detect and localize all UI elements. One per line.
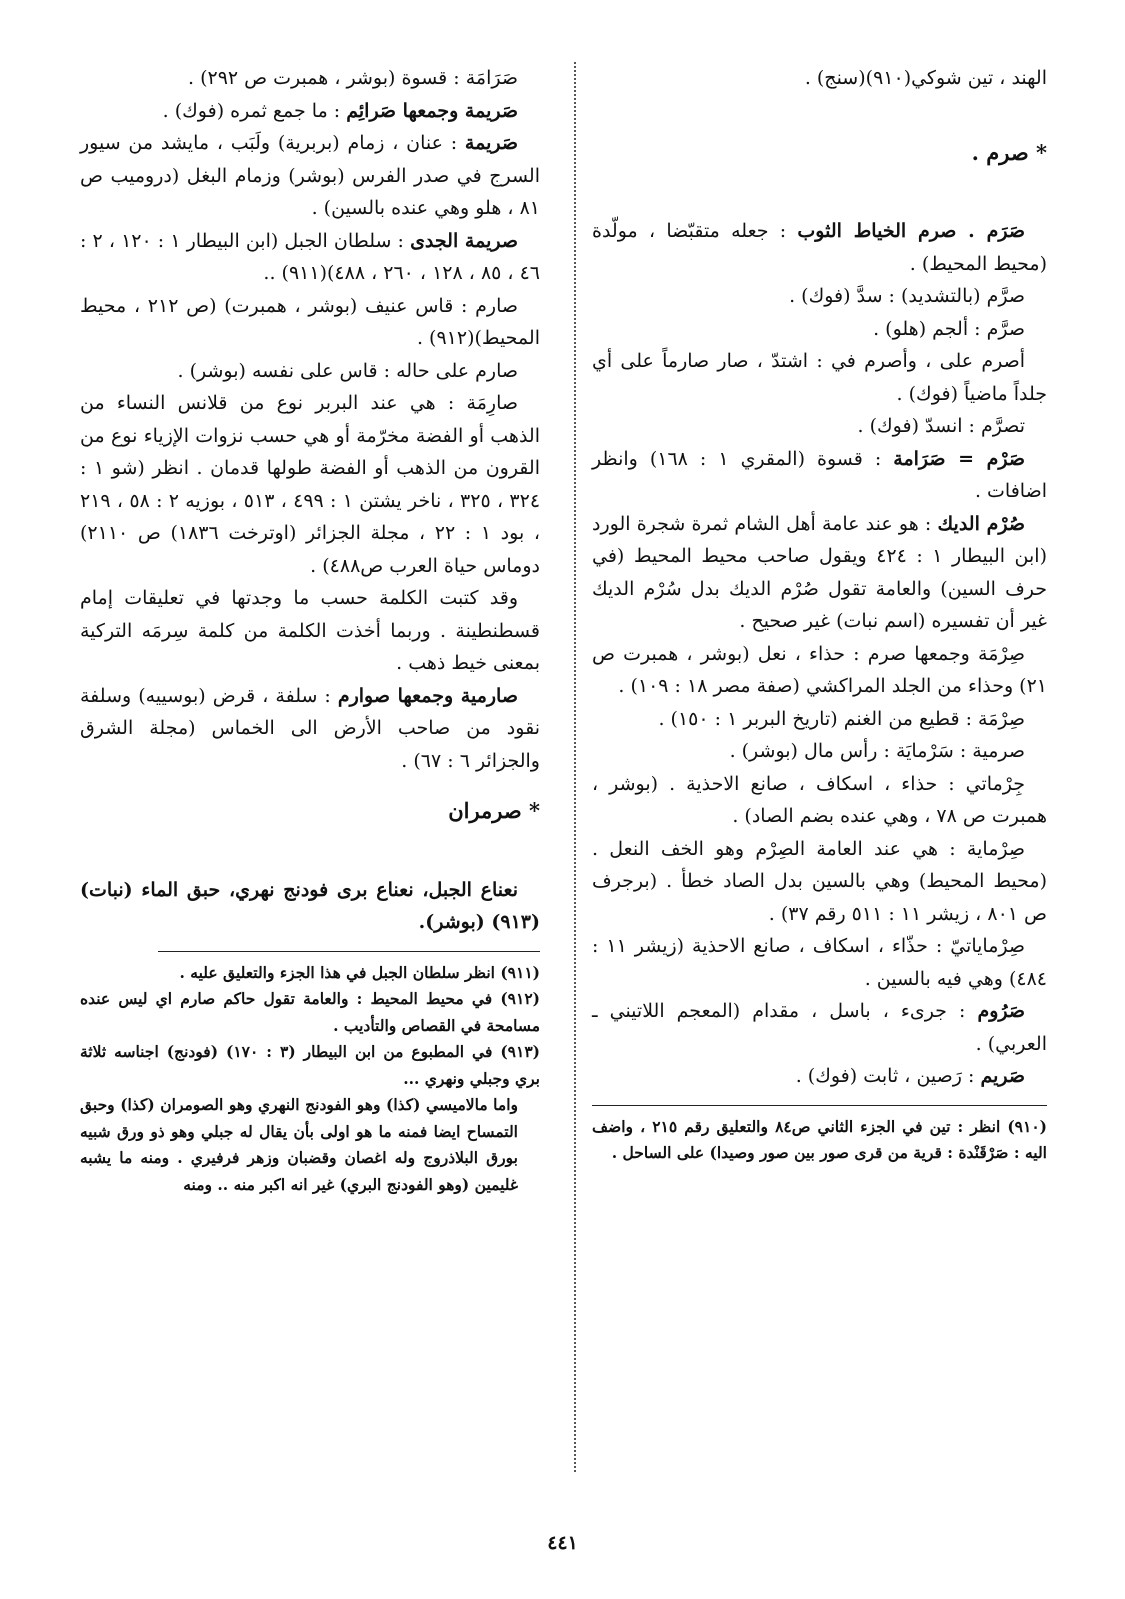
entry xyxy=(80,225,540,290)
entry-text: : ما جمع ثمره (فوك) . xyxy=(162,99,347,122)
entry xyxy=(80,680,540,778)
entry: صارم : قاس عنيف (بوشر ، همبرت) (ص ٢١٢ ، محيط المحيط)(٩١٢) . xyxy=(80,294,540,349)
entry-continuation: الهند ، تين شوكي(٩١٠)(سنج) . xyxy=(804,67,1047,89)
entry-text: : سلفة ، قرض (بوسييه) وسلفة نقود من صاحب الأرض الى الخماس (مجلة الشرق والجزائر ٦ : ٦٧) . xyxy=(80,684,540,772)
column-divider xyxy=(574,62,576,1472)
entry-text: : جرىء ، باسل ، مقدام (المعجم اللاتيني ـ العربي) . xyxy=(592,1000,1047,1055)
entry: صِرْمَة : قطيع من الغنم (تاريخ البربر ١ : ١٥٠) . xyxy=(658,707,1025,730)
footnote-continuation: واما مالاميسي (كذا) وهو الفودنج النهري وهو الصومران (كذا) وحبق التمساح ايضا فمنه ما هو اولى بأن يقال له جبلي وهو ذو ورق شبيه بورق البلاذروج وله اغصان وقضبان وزهر فرفيري . ومنه ما يشبه غليمين (وهو الفودنج البري) غير انه اكبر منه .. ومنه xyxy=(80,1095,518,1194)
entry: وقد كتبت الكلمة حسب ما وجدتها في تعليقات إمام قسطنطينة . وربما أخذت الكلمة من كلمة سِرمَه التركية بمعنى خيط ذهب . xyxy=(80,587,540,674)
entry xyxy=(80,95,540,128)
footnotes xyxy=(80,960,540,1199)
entry xyxy=(592,1060,1047,1093)
entry-headword: صُرْم الديك xyxy=(937,512,1025,535)
footnote: (٩١٢) في محيط المحيط : والعامة تقول حاكم صارم اي ليس عنده مسامحة في القصاص والتأديب . xyxy=(80,989,540,1035)
entry-text: : عنان ، زمام (بربرية) ولَبَب ، مايشد من سيور السرج في صدر الفرس (بوشر) وزمام البغل (دروميب ص ٨١ ، هلو وهي عنده بالسين) . xyxy=(80,132,540,219)
entry: صِرْمَة وجمعها صرم : حذاء ، نعل (بوشر ، همبرت ص ٢١) وحذاء من الجلد المراكشي (صفة مصر ١٨ : ١٠٩) . xyxy=(592,642,1047,697)
entry: صارِمَة : هي عند البربر نوع من قلانس النساء من الذهب أو الفضة مخرّمة أو هي حسب نزوات الإزياء نوع من القرون من الذهب أو الفضة طولها قدمان . انظر (شو ١ : ٣٢٤ ، ٣٢٥ ، ناخر يشتن ١ : ٤٩٩ ، ٥١٣ ، بوزيه ٢ : ٥٨ ، ٢١٩ ، بود ١ : ٢٢ ، مجلة الجزائر (اوترخت ١٨٣٦) ص ٢١١٠) دوماس حياة العرب ص٤٨٨) . xyxy=(80,392,541,577)
section-heading-sarmaran: * صرمران xyxy=(448,798,540,823)
entry-headword: صارمية وجمعها صوارم xyxy=(337,684,518,707)
footnote: (٩١٣) في المطبوع من ابن البيطار (٣ : ١٧٠) (فودنج) اجناسه ثلاثة بري وجبلي ونهري ... xyxy=(80,1042,540,1088)
entry-headword: صَرَم . صرم الخياط الثوب xyxy=(797,220,1026,242)
entry: أصرم على ، وأصرم في : اشتدّ ، صار صارماً على أي جلداً ماضياً (فوك) . xyxy=(592,350,1047,405)
entry: صرَّم : ألجم (هلو) . xyxy=(873,317,1025,340)
entry: جِرْماتي : حذاء ، اسكاف ، صانع الاحذية . (بوشر ، همبرت ص ٧٨ ، وهي عنده بضم الصاد) . xyxy=(592,772,1047,827)
entry: نعناع الجبل، نعناع برى فودنج نهري، حبق الماء (نبات)(٩١٣) (بوشر). xyxy=(80,878,540,933)
entry xyxy=(592,215,1047,280)
entry-text: : هو عند عامة أهل الشام ثمرة شجرة الورد (ابن البيطار ١ : ٤٢٤ ويقول صاحب محيط المحيط (في حرف السين) والعامة تقول صُرْم الديك بدل سُرْم الديك غير أن تفسيره (اسم نبات) غير صحيح . xyxy=(592,512,1047,632)
entry-headword: صَريم xyxy=(980,1065,1025,1087)
footnotes xyxy=(592,1114,1047,1167)
left-column xyxy=(80,62,540,1198)
footnote-rule xyxy=(158,951,540,952)
footnote: (٩١٠) انظر : تين في الجزء الثاني ص٨٤ والتعليق رقم ٢١٥ ، واضف اليه : صَرْقَنْدة : قرية من قرى صور بين صور وصيدا) على الساحل . xyxy=(592,1116,1047,1162)
entry-headword: صَرْم = صَرَامة xyxy=(893,447,1026,470)
entry xyxy=(592,443,1047,508)
entry-text: : سلطان الجبل (ابن البيطار ١ : ١٢٠ ، ٢ : ٤٦ ، ٨٥ ، ١٢٨ ، ٢٦٠ ، ٤٨٨)(٩١١) .. xyxy=(80,229,540,284)
entry xyxy=(592,995,1047,1060)
section-heading-sarm: * صرم . xyxy=(971,139,1047,165)
entry-headword: صَريمة وجمعها صَرائِم xyxy=(346,99,518,122)
entry-headword: صريمة الجدى xyxy=(410,229,518,252)
entry-headword: صَرُوم xyxy=(977,1000,1025,1022)
entry-text: : جعله متقبّضا ، مولّدة (محيط المحيط) . xyxy=(592,220,1047,275)
entry-headword: صَريمة xyxy=(464,132,518,154)
footnote-rule xyxy=(592,1105,1047,1106)
entry xyxy=(592,508,1047,638)
entry: تصرَّم : انسدّ (فوك) . xyxy=(857,415,1025,437)
entry: صِرْماية : هي عند العامة الصِرْم وهو الخف النعل . (محيط المحيط) وهي بالسين بدل الصاد خطأ . (برجرف ص ٨٠١ ، زيشر ١١ : ٥١١ رقم ٣٧) . xyxy=(592,837,1047,925)
right-column xyxy=(592,62,1047,1167)
entry: صرمية : سَرْمايَة : رأس مال (بوشر) . xyxy=(729,740,1025,762)
entry: صَرَامَة : قسوة (بوشر ، همبرت ص ٢٩٢) . xyxy=(188,67,518,89)
entry xyxy=(80,127,540,225)
entry: صرَّم (بالتشديد) : سدَّ (فوك) . xyxy=(789,285,1025,307)
page-number: ٤٤١ xyxy=(547,1532,578,1554)
footnote: (٩١١) انظر سلطان الجبل في هذا الجزء والتعليق عليه . xyxy=(179,962,540,982)
entry-text: : رَصين ، ثابت (فوك) . xyxy=(795,1065,981,1087)
entry: صِرْماياتيّ : حذّاء ، اسكاف ، صانع الاحذية (زيشر ١١ : ٤٨٤) وهي فيه بالسين . xyxy=(592,935,1047,990)
entry-text: : قسوة (المقري ١ : ١٦٨) وانظر اضافات . xyxy=(592,447,1047,502)
entry: صارم على حاله : قاس على نفسه (بوشر) . xyxy=(177,359,518,382)
